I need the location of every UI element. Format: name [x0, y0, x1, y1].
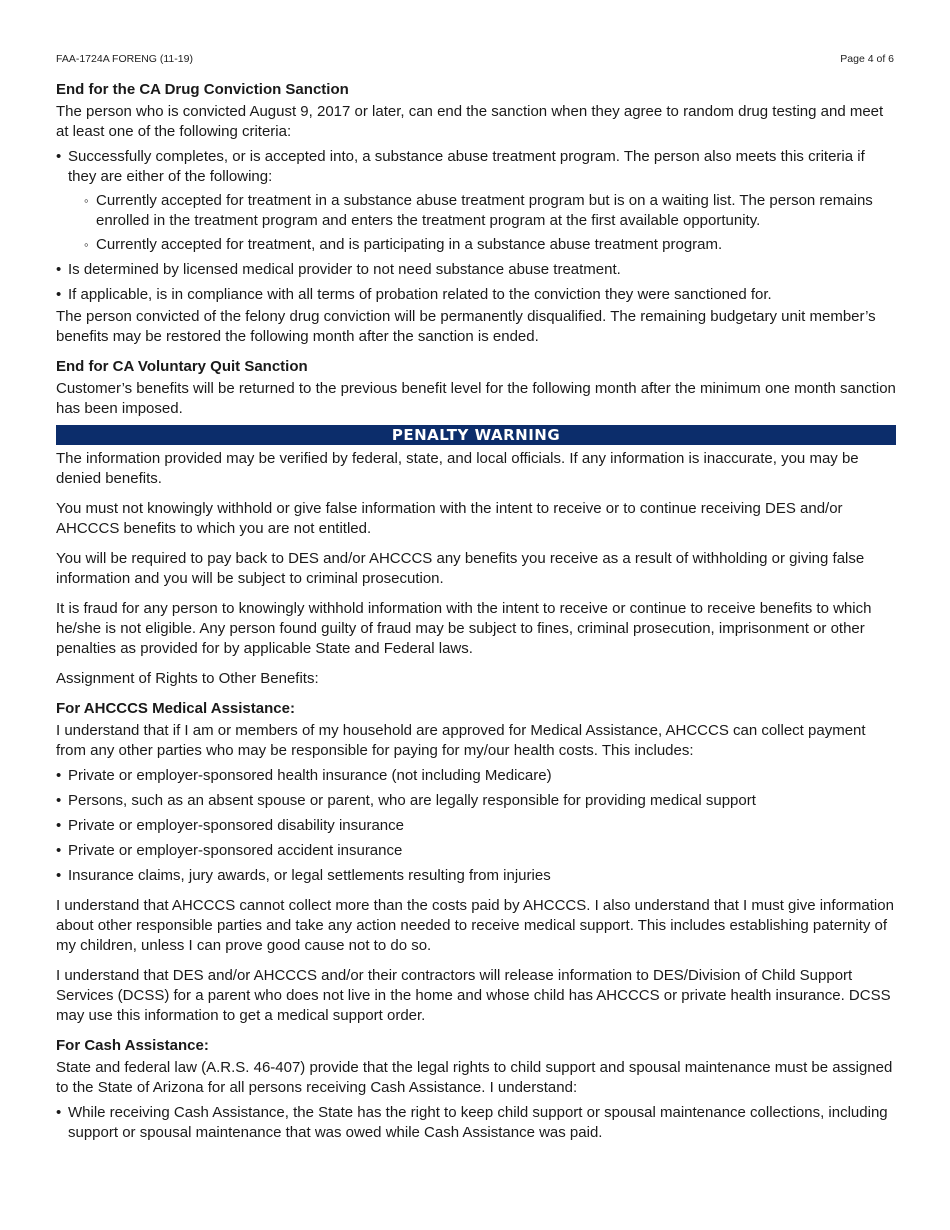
penalty-paragraph: You must not knowingly withhold or give false information with the intent to receive or to continue receiving DES and/or AHCCCS benefits to which you are not entitled. — [56, 500, 843, 537]
list-item: • If applicable, is in compliance with all terms of probation related to the conviction they were sanctioned for. — [56, 285, 896, 305]
ahcccs-heading: For AHCCCS Medical Assistance: — [56, 700, 295, 717]
form-id: FAA-1724A FORENG (11-19) — [56, 53, 193, 65]
ahcccs-intro: I understand that if I am or members of my household are approved for Medical Assistance, AHCCCS can collect payment from any other parties who may be responsible for paying for my/our health costs. This includes: — [56, 722, 866, 759]
list-item: • Insurance claims, jury awards, or legal settlements resulting from injuries — [56, 866, 896, 886]
penalty-paragraph: You will be required to pay back to DES and/or AHCCCS any benefits you receive as a result of withholding or giving false information and you will be subject to criminal prosecution. — [56, 550, 865, 587]
ahcccs-paragraph: I understand that AHCCCS cannot collect more than the costs paid by AHCCCS. I also understand that I must give information about other responsible parties and take any action needed to receive medical support. This includes establishing paternity of my children, unless I can prove good cause not to do so. — [56, 897, 894, 954]
sub-list-item: ◦ Currently accepted for treatment, and is participating in a substance abuse treatment program. — [56, 235, 896, 255]
drug-sanction-closing: The person convicted of the felony drug conviction will be permanently disqualified. The remaining budgetary unit member’s benefits may be restored the following month after the sanction is ended. — [56, 308, 876, 345]
list-item: • Private or employer-sponsored accident insurance — [56, 841, 896, 861]
sub-list-item: ◦ Currently accepted for treatment in a substance abuse treatment program but is on a waiting list. The person remains enrolled in the treatment program and enters the treatment program at the first available opportunity. — [56, 191, 896, 231]
drug-sanction-intro: The person who is convicted August 9, 2017 or later, can end the sanction when they agree to random drug testing and meet at least one of the following criteria: — [56, 103, 884, 140]
list-item: • Is determined by licensed medical provider to not need substance abuse treatment. — [56, 260, 896, 280]
quit-sanction-heading: End for CA Voluntary Quit Sanction — [56, 358, 308, 375]
document-body — [56, 80, 896, 1143]
penalty-warning-banner: PENALTY WARNING — [56, 425, 896, 445]
list-item: • Persons, such as an absent spouse or parent, who are legally responsible for providing medical support — [56, 791, 896, 811]
assignment-label: Assignment of Rights to Other Benefits: — [56, 670, 319, 687]
quit-sanction-text: Customer’s benefits will be returned to the previous benefit level for the following month after the minimum one month sanction has been imposed. — [56, 380, 896, 417]
cash-intro: State and federal law (A.R.S. 46-407) provide that the legal rights to child support and spousal maintenance must be assigned to the State of Arizona for all persons receiving Cash Assistance. I understand: — [56, 1059, 893, 1096]
penalty-paragraph: The information provided may be verified by federal, state, and local officials. If any information is inaccurate, you may be denied benefits. — [56, 450, 859, 487]
page-number: Page 4 of 6 — [840, 53, 894, 65]
list-item: • Successfully completes, or is accepted into, a substance abuse treatment program. The person also meets this criteria if they are either of the following: — [56, 147, 896, 187]
list-item: • While receiving Cash Assistance, the State has the right to keep child support or spousal maintenance collections, including support or spousal maintenance that was owed while Cash Assistance was paid. — [56, 1103, 896, 1143]
list-item: • Private or employer-sponsored disability insurance — [56, 816, 896, 836]
ahcccs-paragraph: I understand that DES and/or AHCCCS and/or their contractors will release information to DES/Division of Child Support Services (DCSS) for a parent who does not live in the home and whose child has AHCCCS or private health insurance. DCSS may use this information to get a medical support order. — [56, 967, 891, 1024]
list-item: • Private or employer-sponsored health insurance (not including Medicare) — [56, 766, 896, 786]
cash-heading: For Cash Assistance: — [56, 1037, 209, 1054]
drug-sanction-heading: End for the CA Drug Conviction Sanction — [56, 81, 349, 98]
penalty-paragraph: It is fraud for any person to knowingly withhold information with the intent to receive or continue to receive benefits to which he/she is not eligible. Any person found guilty of fraud may be subject to fines, criminal prosecution, imprisonment or other penalties as provided for by applicable State and Federal laws. — [56, 600, 872, 657]
